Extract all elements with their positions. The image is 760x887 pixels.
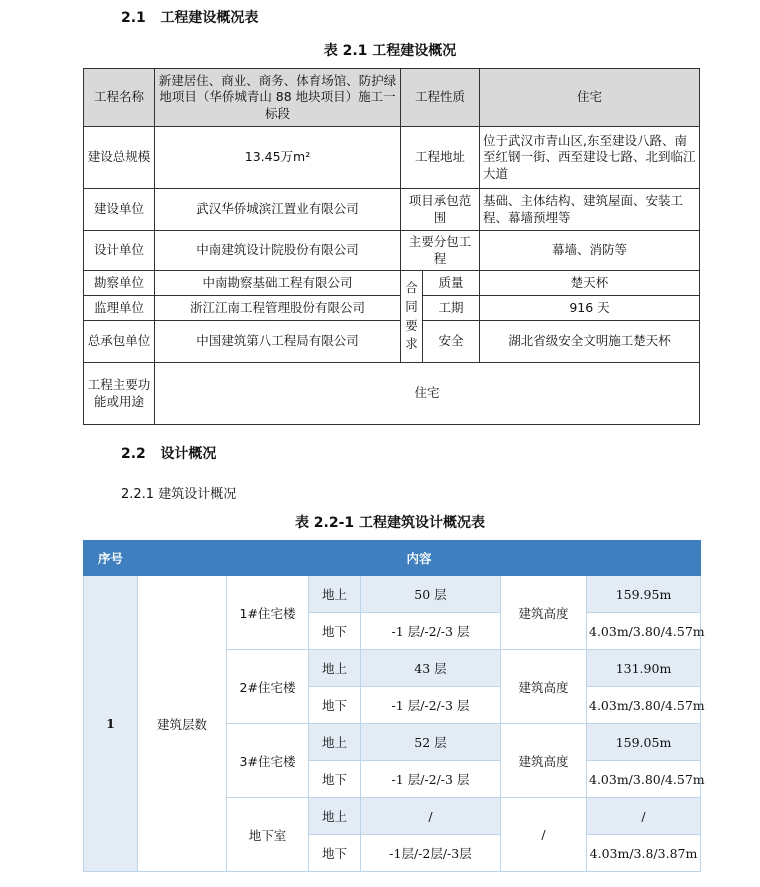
above-ground-label: 地上 [309, 650, 361, 687]
section-heading-2-1 [121, 7, 258, 27]
building-2-below: -1 层/-2/-3 层 [361, 687, 501, 724]
building-3-height-label: 建筑高度 [501, 724, 587, 798]
designer-value: 中南建筑设计院股份有限公司 [155, 231, 401, 271]
basement-name: 地下室 [227, 798, 309, 872]
general-contractor-label: 总承包单位 [84, 321, 155, 363]
quality-label: 质量 [423, 271, 480, 296]
building-1-name: 1#住宅楼 [227, 576, 309, 650]
basement-above: / [361, 798, 501, 835]
basement-floor-heights: 4.03m/3.8/3.87m [587, 835, 701, 872]
building-3-height: 159.05m [587, 724, 701, 761]
basement-height-label: / [501, 798, 587, 872]
building-2-name: 2#住宅楼 [227, 650, 309, 724]
section-heading-2-2 [121, 443, 216, 463]
building-1-above: 50 层 [361, 576, 501, 613]
period-label: 工期 [423, 296, 480, 321]
safety-label: 安全 [423, 321, 480, 363]
row-label-floors: 建筑层数 [138, 576, 227, 872]
above-ground-label: 地上 [309, 576, 361, 613]
building-2-above: 43 层 [361, 650, 501, 687]
project-name-label: 工程名称 [84, 69, 155, 127]
survey-value: 中南勘察基础工程有限公司 [155, 271, 401, 296]
basement-height: / [587, 798, 701, 835]
function-value: 住宅 [155, 363, 700, 425]
project-name-value: 新建居住、商业、商务、体育场馆、防护绿地项目（华侨城青山 88 地块项目）施工一标段 [155, 69, 401, 127]
building-3-floor-heights: 4.03m/3.80/4.57m [587, 761, 701, 798]
general-contractor-value: 中国建筑第八工程局有限公司 [155, 321, 401, 363]
building-3-above: 52 层 [361, 724, 501, 761]
safety-value: 湖北省级安全文明施工楚天杯 [480, 321, 700, 363]
section-number: 2.1 [121, 10, 146, 26]
col-header-content: 内容 [138, 541, 701, 576]
subcontract-label: 主要分包工程 [401, 231, 480, 271]
builder-value: 武汉华侨城滨江置业有限公司 [155, 189, 401, 231]
contract-scope-value: 基础、主体结构、建筑屋面、安装工程、幕墙预埋等 [480, 189, 700, 231]
project-nature-value: 住宅 [480, 69, 700, 127]
project-nature-label: 工程性质 [401, 69, 480, 127]
building-1-height-label: 建筑高度 [501, 576, 587, 650]
below-ground-label: 地下 [309, 761, 361, 798]
col-header-no: 序号 [84, 541, 138, 576]
builder-label: 建设单位 [84, 189, 155, 231]
building-2-height-label: 建筑高度 [501, 650, 587, 724]
building-2-height: 131.90m [587, 650, 701, 687]
building-1-below: -1 层/-2/-3 层 [361, 613, 501, 650]
above-ground-label: 地上 [309, 724, 361, 761]
building-1-floor-heights: 4.03m/3.80/4.57m [587, 613, 701, 650]
address-label: 工程地址 [401, 127, 480, 189]
quality-value: 楚天杯 [480, 271, 700, 296]
subcontract-value: 幕墙、消防等 [480, 231, 700, 271]
designer-label: 设计单位 [84, 231, 155, 271]
building-design-table [83, 540, 705, 872]
building-3-name: 3#住宅楼 [227, 724, 309, 798]
project-overview-table [83, 68, 700, 425]
below-ground-label: 地下 [309, 613, 361, 650]
below-ground-label: 地下 [309, 835, 361, 872]
section-number: 2.2 [121, 446, 146, 462]
building-1-height: 159.95m [587, 576, 701, 613]
survey-label: 勘察单位 [84, 271, 155, 296]
table-2-caption: 表 2.2-1 工程建筑设计概况表 [294, 515, 486, 531]
row-number: 1 [84, 576, 138, 872]
address-value: 位于武汉市青山区,东至建设八路、南至红钢一街、西至建设七路、北到临江大道 [480, 127, 700, 189]
supervisor-label: 监理单位 [84, 296, 155, 321]
scale-value: 13.45万m² [155, 127, 401, 189]
table-1-caption: 表 2.1 工程建设概况 [323, 43, 457, 59]
scale-label: 建设总规模 [84, 127, 155, 189]
function-label: 工程主要功能或用途 [84, 363, 155, 425]
building-3-below: -1 层/-2/-3 层 [361, 761, 501, 798]
supervisor-value: 浙江江南工程管理股份有限公司 [155, 296, 401, 321]
section-title: 设计概况 [160, 446, 217, 462]
basement-below: -1层/-2层/-3层 [361, 835, 501, 872]
section-title: 工程建设概况表 [160, 10, 259, 26]
contract-scope-label: 项目承包范围 [401, 189, 480, 231]
period-value: 916 天 [480, 296, 700, 321]
subsection-heading-2-2-1: 2.2.1 建筑设计概况 [121, 487, 237, 502]
contract-requirements-label: 合同要求 [401, 271, 423, 363]
below-ground-label: 地下 [309, 687, 361, 724]
above-ground-label: 地上 [309, 798, 361, 835]
building-2-floor-heights: 4.03m/3.80/4.57m [587, 687, 701, 724]
